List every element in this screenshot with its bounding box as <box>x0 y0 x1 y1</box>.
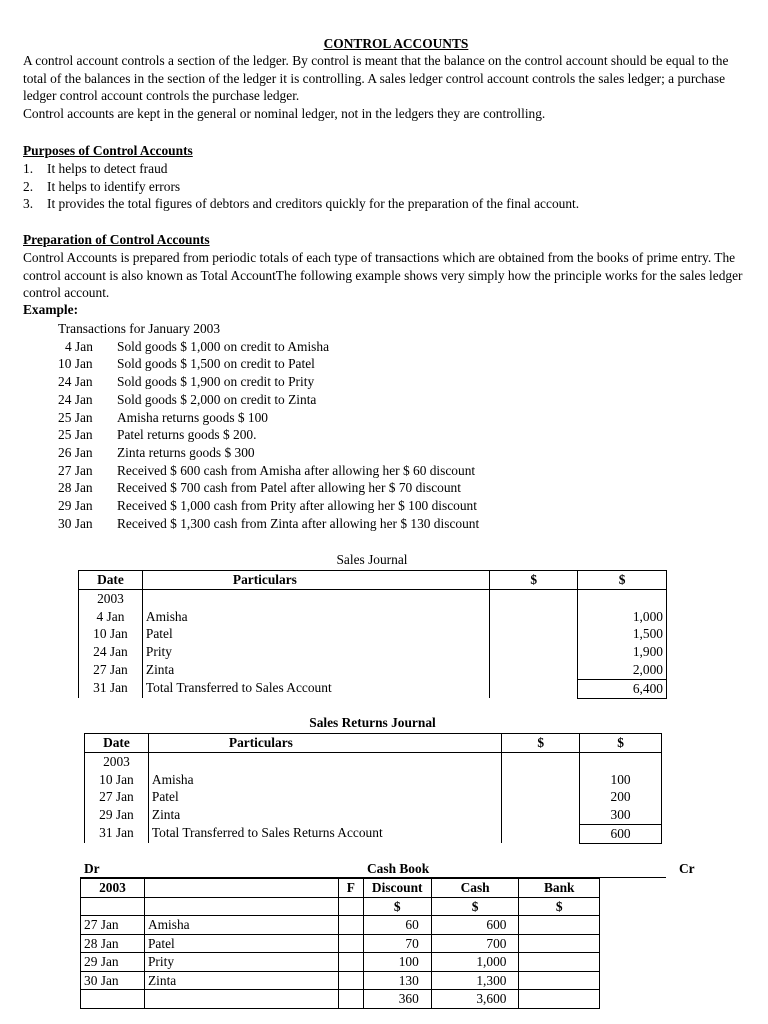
list-number: 1. <box>23 161 34 176</box>
transactions-title: Transactions for January 2003 <box>58 321 221 336</box>
transaction-text: Received $ 1,300 cash from Zinta after allowing her $ 130 discount <box>117 515 480 531</box>
discount-cell: 60 <box>363 916 431 935</box>
unit-cell: $ <box>431 897 519 916</box>
table-row <box>81 934 600 953</box>
transaction-date: 25 Jan <box>58 409 93 425</box>
date-cell: 31 Jan <box>79 679 143 698</box>
table-row <box>85 806 662 824</box>
cash-cell: 1,300 <box>431 971 519 990</box>
column-header: Date <box>85 734 149 753</box>
transaction-date: 30 Jan <box>58 515 93 531</box>
table-row <box>79 589 667 607</box>
list-number: 3. <box>23 196 34 212</box>
table-header-row <box>81 879 600 898</box>
amount-cell: 300 <box>580 806 662 824</box>
table-row <box>85 771 662 789</box>
list-item <box>23 195 579 213</box>
list-item <box>58 373 479 391</box>
discount-cell: 130 <box>363 971 431 990</box>
date-cell: 24 Jan <box>79 643 143 661</box>
transaction-text: Received $ 700 cash from Patel after allowing her $ 70 discount <box>117 480 461 496</box>
transactions-list <box>58 320 479 532</box>
transaction-text: Sold goods $ 1,500 on credit to Patel <box>117 356 315 372</box>
table-row <box>81 971 600 990</box>
intro-paragraph <box>23 52 753 123</box>
sales-journal-table <box>78 570 667 699</box>
amount-cell: 2,000 <box>578 661 667 679</box>
example-label: Example: <box>23 302 79 317</box>
transaction-date: 4 Jan <box>65 338 93 354</box>
date-cell: 30 Jan <box>81 971 145 990</box>
particulars-cell: Total Transferred to Sales Returns Account <box>148 824 501 843</box>
preparation-text: Control Accounts is prepared from periodic totals of each type of transactions which are obtained from the books of prime entry. The control account is also known as Total AccountThe following example shows very simply how the principle works for the sales ledger control account. <box>23 250 743 301</box>
transaction-text: Sold goods $ 2,000 on credit to Zinta <box>117 391 317 407</box>
date-cell: 10 Jan <box>85 771 149 789</box>
name-cell: Zinta <box>144 971 338 990</box>
list-item <box>58 338 479 356</box>
transaction-date: 25 Jan <box>58 427 93 443</box>
cash-book-caption: Cash Book <box>367 861 430 876</box>
name-cell: Patel <box>144 934 338 953</box>
date-cell: 27 Jan <box>79 661 143 679</box>
column-header: 2003 <box>81 879 145 898</box>
list-item <box>58 479 479 497</box>
transaction-text: Amisha returns goods $ 100 <box>117 409 269 425</box>
name-cell: Prity <box>144 953 338 972</box>
date-cell: 31 Jan <box>85 824 149 843</box>
amount-cell: 1,900 <box>578 643 667 661</box>
particulars-cell: Zinta <box>148 806 501 824</box>
transaction-text: Sold goods $ 1,900 on credit to Prity <box>117 374 315 390</box>
year-cell: 2003 <box>79 589 143 607</box>
list-item <box>58 462 479 480</box>
list-item <box>58 444 479 462</box>
date-cell: 10 Jan <box>79 625 143 643</box>
date-cell: 29 Jan <box>85 806 149 824</box>
transaction-date: 24 Jan <box>58 391 93 407</box>
cash-total-cell: 3,600 <box>431 990 519 1009</box>
cash-cell: 700 <box>431 934 519 953</box>
table-header-row <box>85 734 662 753</box>
particulars-cell: Patel <box>148 788 501 806</box>
amount-cell: 100 <box>580 771 662 789</box>
total-cell: 600 <box>580 824 662 843</box>
column-header: Particulars <box>148 734 501 753</box>
table-row <box>79 679 667 698</box>
purposes-list <box>23 160 579 213</box>
column-header: $ <box>578 571 667 590</box>
table-row <box>81 897 600 916</box>
column-header: F <box>338 879 363 898</box>
credit-label: Cr <box>679 861 695 876</box>
column-header: Cash <box>431 879 519 898</box>
transaction-date: 28 Jan <box>58 480 93 496</box>
column-header: Date <box>79 571 143 590</box>
list-item <box>58 409 479 427</box>
transaction-date: 26 Jan <box>58 444 93 460</box>
transaction-date: 27 Jan <box>58 462 93 478</box>
date-cell: 27 Jan <box>85 788 149 806</box>
list-item <box>23 160 579 178</box>
preparation-heading: Preparation of Control Accounts <box>23 232 210 247</box>
table-row <box>81 990 600 1009</box>
column-header: $ <box>502 734 580 753</box>
page-title: CONTROL ACCOUNTS <box>323 36 469 51</box>
list-item <box>58 497 479 515</box>
list-item <box>58 391 479 409</box>
date-cell: 28 Jan <box>81 934 145 953</box>
transaction-date: 10 Jan <box>58 356 93 372</box>
amount-cell: 200 <box>580 788 662 806</box>
debit-label: Dr <box>84 861 100 876</box>
date-cell: 27 Jan <box>81 916 145 935</box>
table-header-row <box>79 571 667 590</box>
transaction-date: 24 Jan <box>58 374 93 390</box>
table-row <box>81 916 600 935</box>
cash-cell: 600 <box>431 916 519 935</box>
cash-book-table <box>80 878 600 1009</box>
particulars-cell: Amisha <box>148 771 501 789</box>
table-row <box>85 788 662 806</box>
list-item <box>58 426 479 444</box>
discount-total-cell: 360 <box>363 990 431 1009</box>
particulars-cell: Total Transferred to Sales Account <box>142 679 489 698</box>
intro-text-1: A control account controls a section of the ledger. By control is meant that the balance on the control account should be equal to the total of the balances in the section of the ledger it is controlling. A sales ledger control account controls the sales ledger; a purchase ledger control account controls the purchase ledger. <box>23 53 729 104</box>
column-header <box>144 879 338 898</box>
total-cell: 6,400 <box>578 679 667 698</box>
year-cell: 2003 <box>85 752 149 770</box>
particulars-cell: Prity <box>142 643 489 661</box>
sales-returns-table <box>84 733 662 844</box>
transaction-text: Received $ 1,000 cash from Prity after allowing her $ 100 discount <box>117 498 477 514</box>
table-row <box>79 625 667 643</box>
table-row <box>79 661 667 679</box>
date-cell: 29 Jan <box>81 953 145 972</box>
transaction-date: 29 Jan <box>58 498 93 514</box>
particulars-cell: Patel <box>142 625 489 643</box>
name-cell: Amisha <box>144 916 338 935</box>
discount-cell: 100 <box>363 953 431 972</box>
cash-cell: 1,000 <box>431 953 519 972</box>
transaction-text: Received $ 600 cash from Amisha after allowing her $ 60 discount <box>117 462 476 478</box>
list-text: It helps to detect fraud <box>47 161 168 176</box>
date-cell: 4 Jan <box>79 608 143 626</box>
purposes-heading: Purposes of Control Accounts <box>23 143 193 158</box>
list-text: It helps to identify errors <box>47 178 181 194</box>
amount-cell: 1,000 <box>578 608 667 626</box>
particulars-cell: Amisha <box>142 608 489 626</box>
column-header: Bank <box>519 879 600 898</box>
list-item <box>23 178 579 196</box>
particulars-cell: Zinta <box>142 661 489 679</box>
list-item <box>58 515 479 533</box>
intro-text-2: Control accounts are kept in the general or nominal ledger, not in the ledgers they are controlling. <box>23 106 546 122</box>
table-row <box>81 953 600 972</box>
column-header: $ <box>490 571 578 590</box>
transaction-text: Sold goods $ 1,000 on credit to Amisha <box>117 338 330 354</box>
sales-returns-caption: Sales Returns Journal <box>309 715 436 730</box>
column-header: Discount <box>363 879 431 898</box>
amount-cell: 1,500 <box>578 625 667 643</box>
transaction-text: Zinta returns goods $ 300 <box>117 444 255 460</box>
list-text: It provides the total figures of debtors and creditors quickly for the preparation of the final account. <box>47 196 580 212</box>
column-header: Particulars <box>142 571 489 590</box>
list-item <box>58 355 479 373</box>
list-number: 2. <box>23 178 34 194</box>
table-row <box>79 608 667 626</box>
transaction-text: Patel returns goods $ 200. <box>117 427 257 443</box>
discount-cell: 70 <box>363 934 431 953</box>
table-row <box>85 752 662 770</box>
column-header: $ <box>580 734 662 753</box>
unit-cell: $ <box>519 897 600 916</box>
table-row <box>85 824 662 843</box>
unit-cell: $ <box>363 897 431 916</box>
sales-journal-caption: Sales Journal <box>336 552 408 567</box>
table-row <box>79 643 667 661</box>
